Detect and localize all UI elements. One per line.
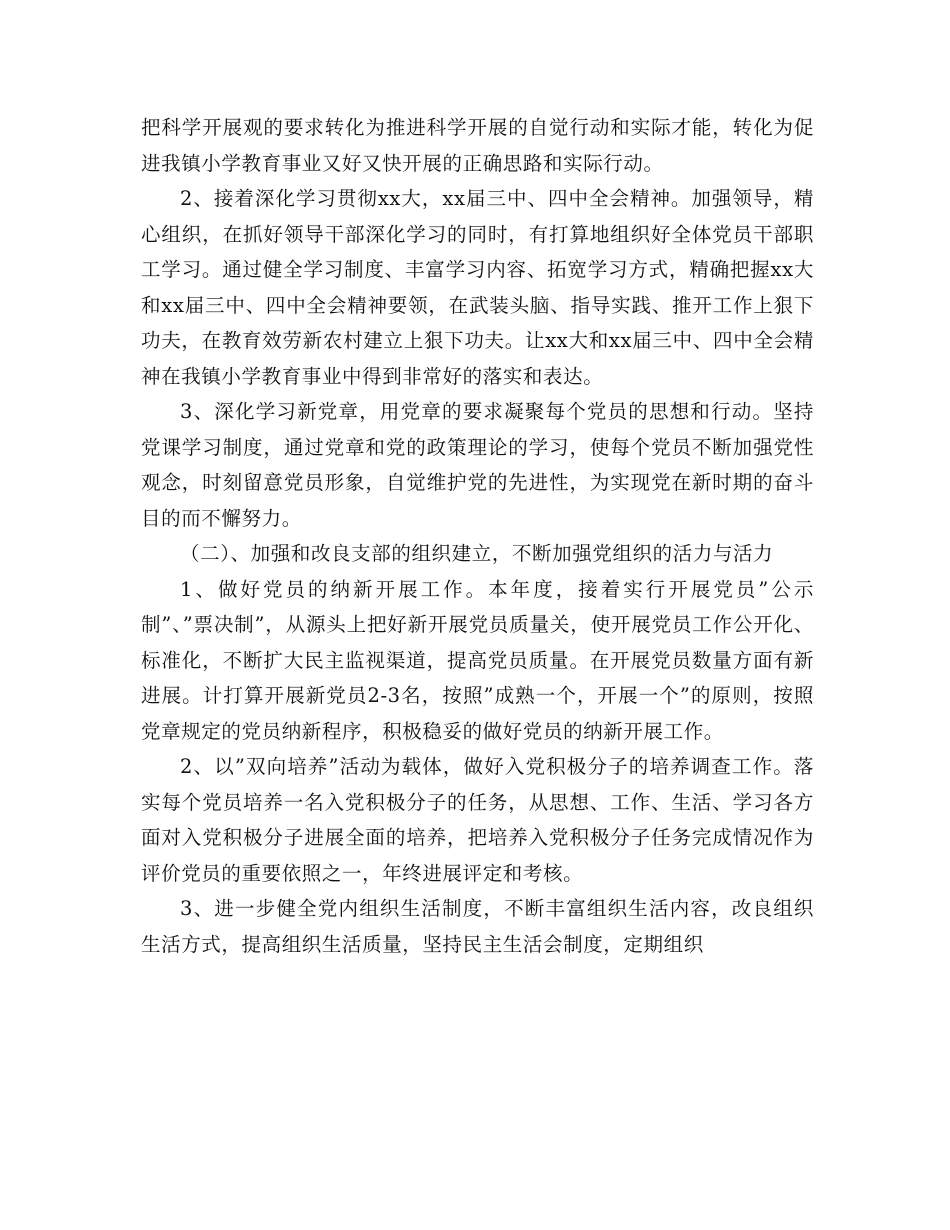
paragraph-study-party-constitution: 3、深化学习新党章，用党章的要求凝聚每个党员的思想和行动。坚持党课学习制度，通过党章和党的政策理论的学习，使每个党员不断加强党性观念，时刻留意党员形象，自觉维护党的先进性，为实现党在新时期的奋斗目的而不懈努力。 bbox=[141, 400, 814, 530]
paragraph-study-congress-spirit: 2、接着深化学习贯彻xx大，xx届三中、四中全会精神。加强领导，精心组织，在抓好领导干部深化学习的同时，有打算地组织好全体党员干部职工学习。通过健全学习制度、丰富学习内容、拓宽学习方式，精确把握xx大和xx届三中、四中全会精神要领，在武装头脑、指导实践、推开工作上狠下功夫，在教育效劳新农村建立上狠下功夫。让xx大和xx届三中、四中全会精神在我镇小学教育事业中得到非常好的落实和表达。 bbox=[141, 187, 814, 388]
paragraph-organizational-life: 3、进一步健全党内组织生活制度，不断丰富组织生活内容，改良组织生活方式，提高组织生活质量，坚持民主生活会制度，定期组织 bbox=[141, 897, 814, 956]
section-heading-organization: （二）、加强和改良支部的组织建立，不断加强党组织的活力与活力 bbox=[180, 542, 774, 565]
paragraph-continuation: 把科学开展观的要求转化为推进科学开展的自觉行动和实际才能，转化为促进我镇小学教育事业又好又快开展的正确思路和实际行动。 bbox=[141, 116, 814, 175]
paragraph-new-member-recruitment: 1、做好党员的纳新开展工作。本年度，接着实行开展党员”公示制”、”票决制”，从源头上把好新开展党员质量关，使开展党员工作公开化、标准化，不断扩大民主监视渠道，提高党员质量。在开展党员数量方面有新进展。计打算开展新党员2-3名，按照”成熟一个，开展一个”的原则，按照党章规定的党员纳新程序，积极稳妥的做好党员的纳新开展工作。 bbox=[141, 577, 814, 743]
paragraph-activist-training: 2、以”双向培养”活动为载体，做好入党积极分子的培养调查工作。落实每个党员培养一名入党积极分子的任务，从思想、工作、生活、学习各方面对入党积极分子进展全面的培养，把培养入党积极分子任务完成情况作为评价党员的重要依照之一，年终进展评定和考核。 bbox=[141, 755, 814, 885]
